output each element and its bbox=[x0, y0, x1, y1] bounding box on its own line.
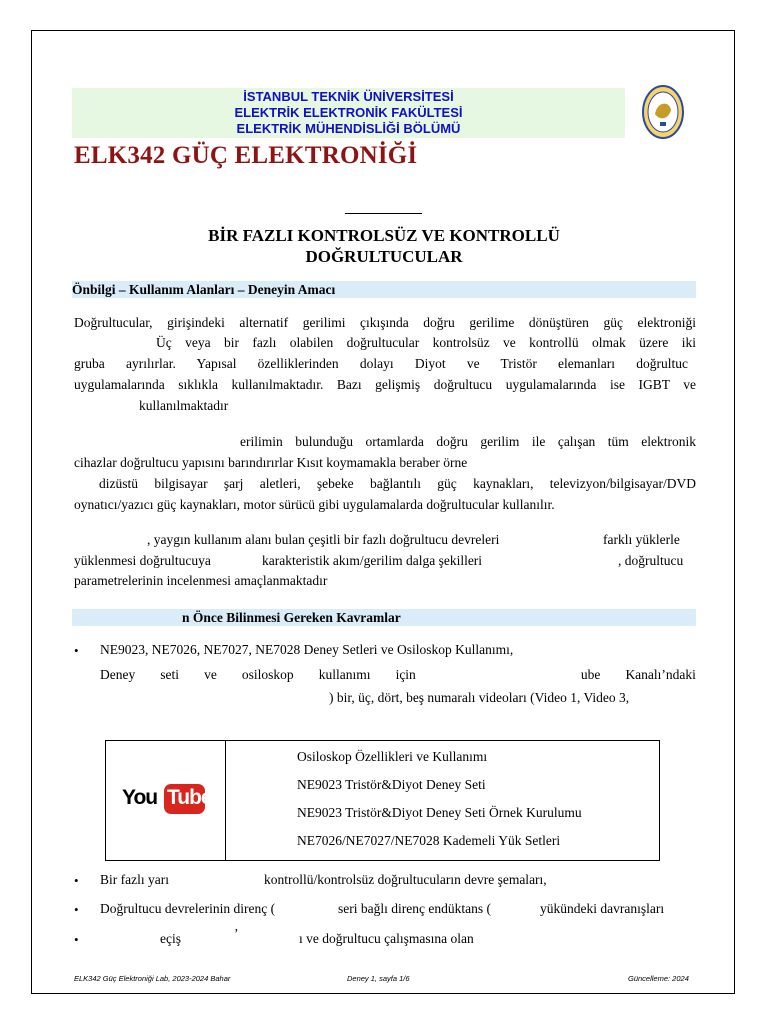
course-title: ELK342 GÜÇ ELEKTRONİĞİ bbox=[74, 142, 418, 169]
paragraph-line: uygulamalarında sıklıkla kullanılmaktadır. Bazı gelişmiş doğrultucu uygulamalarında ise IGBT ve bbox=[74, 377, 696, 392]
video-link[interactable]: NE7026/NE7027/NE7028 Kademeli Yük Setleri bbox=[297, 833, 561, 848]
paragraph-line: Üç veya bir fazlı olabilen doğrultucular kontrolsüz ve kontrollü olmak üzere iki bbox=[156, 335, 696, 350]
bullet-icon: • bbox=[74, 643, 79, 658]
paragraph-fragment: , yaygın kullanım alanı bulan çeşitli bir fazlı doğrultucu devreleri bbox=[147, 532, 500, 547]
section-heading: n Önce Bilinmesi Gereken Kavramlar bbox=[182, 610, 401, 625]
title-rule bbox=[345, 213, 422, 214]
word: kullanımı bbox=[318, 667, 371, 682]
word: ube bbox=[580, 667, 601, 682]
paragraph-line-spaced bbox=[100, 667, 696, 683]
youtube-logo-you: You bbox=[122, 786, 158, 809]
word: seti bbox=[160, 667, 180, 682]
paragraph-line: cihazlar doğrultucu yapısını barındırırlar Kısıt koymamakla beraber örne bbox=[74, 455, 468, 470]
word: için bbox=[395, 667, 416, 682]
bullet-text: ı ve doğrultucu çalışmasına olan bbox=[299, 931, 474, 946]
paragraph-line: Doğrultucular, girişindeki alternatif gerilimi çıkışında doğru gerilime dönüştüren güç elektroniği bbox=[74, 315, 696, 330]
experiment-title-line1: BİR FAZLI KONTROLSÜZ VE KONTROLLÜ bbox=[208, 226, 560, 245]
video-link[interactable]: Osiloskop Özellikleri ve Kullanımı bbox=[297, 749, 488, 764]
paragraph-fragment: yüklenmesi doğrultucuya bbox=[74, 553, 211, 568]
youtube-video-table bbox=[105, 740, 660, 861]
bullet-text: ’ bbox=[234, 926, 239, 941]
bullet-icon: • bbox=[74, 932, 79, 947]
bullet-icon: • bbox=[74, 873, 79, 888]
department-name: ELEKTRİK MÜHENDİSLİĞİ BÖLÜMÜ bbox=[236, 121, 461, 136]
paragraph-fragment: , doğrultucu bbox=[618, 553, 684, 568]
paragraph-line: oynatıcı/yazıcı güç kaynakları, motor sürücü gibi uygulamalarda doğrultucular kullanılır. bbox=[74, 497, 555, 512]
section-heading-background bbox=[72, 281, 696, 298]
bullet-icon: • bbox=[74, 902, 79, 917]
paragraph-fragment: farklı yüklerle bbox=[603, 532, 680, 547]
footer-center: Deney 1, sayfa 1/6 bbox=[347, 974, 410, 983]
experiment-title-line2: DOĞRULTUCULAR bbox=[305, 247, 463, 266]
paragraph-line: gruba ayrılırlar. Yapısal özelliklerinden dolayı Diyot ve Tristör elemanları doğrultuc bbox=[74, 356, 688, 371]
bullet-text: yükündeki davranışları bbox=[540, 901, 665, 916]
university-name: İSTANBUL TEKNİK ÜNİVERSİTESİ bbox=[243, 89, 454, 104]
paragraph-line: erilimin bulunduğu ortamlarda doğru gerilim ile çalışan tüm elektronik bbox=[240, 434, 696, 449]
faculty-name: ELEKTRİK ELEKTRONİK FAKÜLTESİ bbox=[234, 105, 463, 120]
university-seal-icon bbox=[641, 84, 685, 140]
bullet-text: NE9023, NE7026, NE7027, NE7028 Deney Setleri ve Osiloskop Kullanımı, bbox=[100, 642, 514, 657]
footer-left: ELK342 Güç Elektroniği Lab, 2023-2024 Bahar bbox=[74, 974, 231, 983]
word: Deney bbox=[100, 667, 136, 682]
section-heading: Önbilgi – Kullanım Alanları – Deneyin Amacı bbox=[72, 282, 336, 297]
table-divider bbox=[225, 741, 226, 860]
paragraph-fragment: karakteristik akım/gerilim dalga şekilleri bbox=[262, 553, 483, 568]
video-link[interactable]: NE9023 Tristör&Diyot Deney Seti bbox=[297, 777, 486, 792]
bullet-text: seri bağlı direnç endüktans ( bbox=[338, 901, 491, 916]
section-heading-background bbox=[72, 609, 696, 626]
word: Kanalı’ndaki bbox=[625, 667, 696, 682]
word: osiloskop bbox=[241, 667, 294, 682]
bullet-text: Bir fazlı yarı bbox=[100, 872, 169, 887]
bullet-text: eçiş bbox=[160, 931, 181, 946]
video-link[interactable]: NE9023 Tristör&Diyot Deney Seti Örnek Kurulumu bbox=[297, 805, 582, 820]
paragraph-line: dizüstü bilgisayar şarj aletleri, şebeke bağlantılı güç kaynakları, televizyon/bilgisayar/DVD bbox=[99, 476, 696, 491]
paragraph-line: ) bir, üç, dört, beş numaralı videoları (Video 1, Video 3, bbox=[329, 690, 630, 705]
bullet-text: Doğrultucu devrelerinin direnç ( bbox=[100, 901, 276, 916]
youtube-logo-tube: Tube bbox=[167, 786, 212, 809]
word: ve bbox=[204, 667, 217, 682]
footer-right: Güncelleme: 2024 bbox=[628, 974, 689, 983]
bullet-text: kontrollü/kontrolsüz doğrultucuların devre şemaları, bbox=[264, 872, 547, 887]
youtube-logo-icon[interactable] bbox=[122, 784, 212, 816]
paragraph-fragment: parametrelerinin incelenmesi amaçlanmaktadır bbox=[74, 573, 328, 588]
paragraph-line: kullanılmaktadır bbox=[139, 398, 229, 413]
